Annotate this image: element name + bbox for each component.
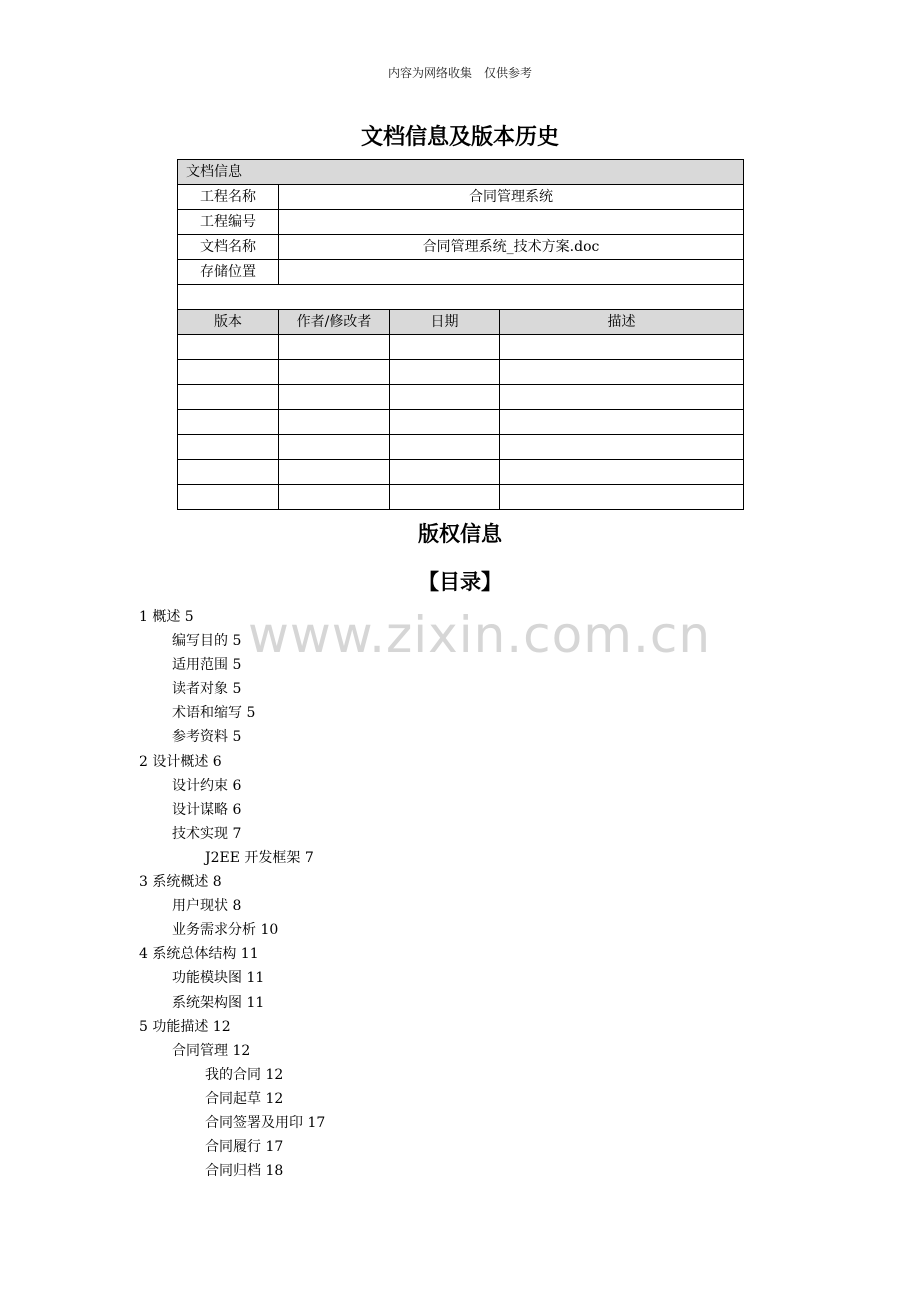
version-row [178,360,744,385]
version-cell [178,485,279,510]
version-cell [279,385,390,410]
toc-item-level-1[interactable]: 1 概述 5 [139,609,194,625]
version-cell [500,460,744,485]
version-cell [500,360,744,385]
header-note [0,64,920,81]
spacer-row [178,285,744,310]
version-cell [500,385,744,410]
version-row [178,435,744,460]
toc-item-level-2[interactable]: 用户现状 8 [172,898,242,915]
version-column-header: 版本 [178,310,279,335]
version-cell [178,435,279,460]
header-note-right: 仅供参考 [484,66,533,80]
copyright-title: 版权信息 [418,522,502,546]
page-title: 文档信息及版本历史 [360,125,559,150]
version-cell [500,410,744,435]
info-row [178,260,744,285]
version-cell [178,385,279,410]
version-cell [500,435,744,460]
info-label: 存储位置 [178,260,279,285]
version-cell [279,360,390,385]
version-row [178,410,744,435]
toc-item-level-3[interactable]: 合同签署及用印 17 [205,1114,326,1131]
info-label: 文档名称 [178,235,279,260]
version-cell [178,360,279,385]
section-row [178,160,744,185]
table-of-contents [0,605,920,1183]
info-value: 合同管理系统_技术方案.doc [279,235,744,260]
version-cell [390,485,500,510]
info-row [178,235,744,260]
toc-item-level-2[interactable]: 读者对象 5 [172,681,242,698]
toc-item-level-2[interactable]: 业务需求分析 10 [172,922,279,939]
version-column-header: 作者/修改者 [279,310,390,335]
toc-item-level-2[interactable]: 合同管理 12 [172,1042,251,1059]
version-cell [390,385,500,410]
version-cell [178,335,279,360]
version-row [178,485,744,510]
toc-item-level-3[interactable]: 合同起草 12 [205,1090,284,1107]
info-row [178,210,744,235]
toc-item-level-2[interactable]: 系统架构图 11 [172,994,265,1011]
toc-item-level-1[interactable]: 4 系统总体结构 11 [139,946,259,963]
header-note-left: 内容为网络收集 [387,66,472,80]
toc-item-level-2[interactable]: 设计约束 6 [172,777,242,794]
toc-item-level-1[interactable]: 2 设计概述 6 [139,753,222,770]
toc-item-level-3[interactable]: 我的合同 12 [205,1066,284,1083]
toc-item-level-3[interactable]: 合同归档 18 [205,1163,284,1180]
info-label: 工程名称 [178,185,279,210]
version-cell [279,435,390,460]
info-value [279,210,744,235]
toc-item-level-2[interactable]: 术语和缩写 5 [172,705,256,722]
version-row [178,460,744,485]
version-cell [500,335,744,360]
toc-item-level-3[interactable]: 合同履行 17 [205,1139,284,1156]
version-cell [500,485,744,510]
toc-item-level-2[interactable]: 设计谋略 6 [172,801,242,818]
doc-info-section-label: 文档信息 [178,160,744,185]
version-row [178,335,744,360]
version-cell [390,360,500,385]
info-row [178,185,744,210]
doc-info-table-body [178,160,744,510]
version-column-header: 描述 [500,310,744,335]
version-cell [279,460,390,485]
version-cell [390,460,500,485]
toc-item-level-2[interactable]: 技术实现 7 [172,825,242,842]
version-row [178,385,744,410]
version-cell [390,435,500,460]
toc-item-level-2[interactable]: 适用范围 5 [172,657,242,674]
info-label: 工程编号 [178,210,279,235]
toc-item-level-1[interactable]: 3 系统概述 8 [139,874,222,891]
info-value [279,260,744,285]
version-column-header: 日期 [390,310,500,335]
spacer-cell [178,285,744,310]
toc-item-level-2[interactable]: 参考资料 5 [172,729,242,746]
toc-item-level-2[interactable]: 功能模块图 11 [172,970,265,987]
toc-item-level-3[interactable]: J2EE 开发框架 7 [205,849,314,866]
toc-item-level-2[interactable]: 编写目的 5 [172,633,242,650]
toc-item-level-1[interactable]: 5 功能描述 12 [139,1018,231,1035]
toc-title: 【目录】 [418,570,502,594]
version-cell [390,335,500,360]
info-value: 合同管理系统 [279,185,744,210]
version-cell [279,410,390,435]
version-cell [279,335,390,360]
doc-info-table [177,159,744,510]
watermark: www.zixin.com.cn [248,606,712,664]
version-header-row [178,310,744,335]
version-cell [178,410,279,435]
version-cell [279,485,390,510]
version-cell [178,460,279,485]
version-cell [390,410,500,435]
